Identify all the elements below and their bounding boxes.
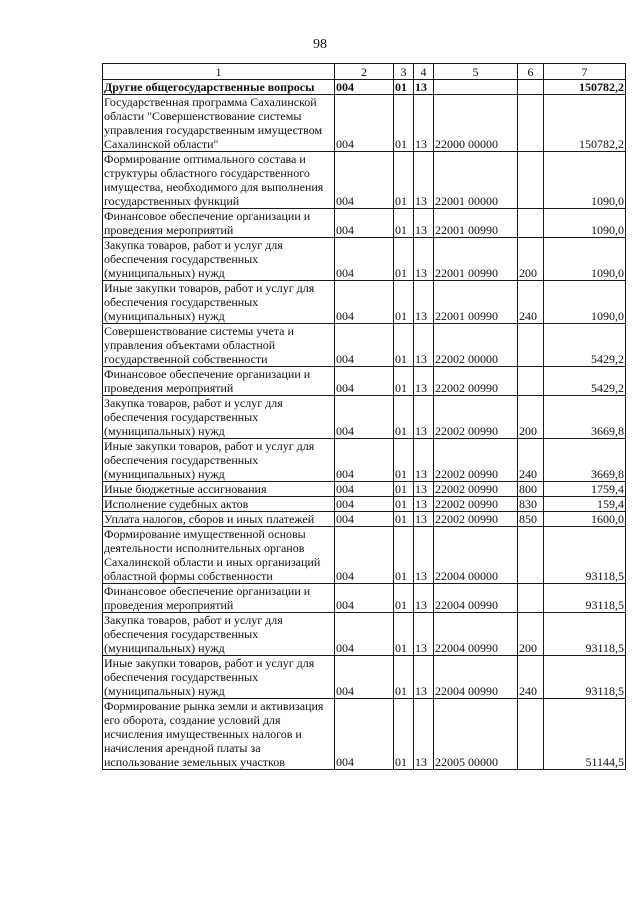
row-csr-cell: 22005 00000 — [434, 699, 518, 770]
row-ved-cell: 004 — [335, 80, 394, 95]
row-pr-cell: 13 — [414, 238, 434, 281]
row-rz-cell: 01 — [394, 209, 414, 238]
row-sum-cell: 150782,2 — [544, 80, 626, 95]
table-row — [103, 656, 626, 699]
row-ved-cell: 004 — [335, 281, 394, 324]
row-rz-cell: 01 — [394, 699, 414, 770]
row-vr-cell — [518, 527, 544, 584]
table-row — [103, 95, 626, 152]
table-row — [103, 209, 626, 238]
row-pr-cell: 13 — [414, 439, 434, 482]
row-sum-cell: 150782,2 — [544, 95, 626, 152]
row-pr-cell: 13 — [414, 656, 434, 699]
row-pr-cell: 13 — [414, 95, 434, 152]
row-csr-cell: 22001 00000 — [434, 152, 518, 209]
row-vr-cell — [518, 367, 544, 396]
row-vr-cell: 240 — [518, 439, 544, 482]
row-vr-cell — [518, 209, 544, 238]
table-row — [103, 527, 626, 584]
row-vr-cell — [518, 699, 544, 770]
table-row — [103, 497, 626, 512]
row-rz-cell: 01 — [394, 396, 414, 439]
row-pr-cell: 13 — [414, 80, 434, 95]
row-vr-cell — [518, 95, 544, 152]
row-csr-cell: 22000 00000 — [434, 95, 518, 152]
column-header: 4 — [414, 64, 434, 80]
row-sum-cell: 3669,8 — [544, 396, 626, 439]
row-pr-cell: 13 — [414, 482, 434, 497]
row-pr-cell: 13 — [414, 699, 434, 770]
column-header: 1 — [103, 64, 335, 80]
row-sum-cell: 93118,5 — [544, 613, 626, 656]
row-rz-cell: 01 — [394, 656, 414, 699]
row-name-cell: Иные закупки товаров, работ и услуг для обеспечения государственных (муниципальных) нужд — [103, 656, 335, 699]
row-sum-cell: 159,4 — [544, 497, 626, 512]
row-rz-cell: 01 — [394, 497, 414, 512]
row-ved-cell: 004 — [335, 656, 394, 699]
row-pr-cell: 13 — [414, 584, 434, 613]
row-name-cell: Другие общегосударственные вопросы — [103, 80, 335, 95]
row-ved-cell: 004 — [335, 699, 394, 770]
row-ved-cell: 004 — [335, 396, 394, 439]
table-row — [103, 482, 626, 497]
table-row — [103, 613, 626, 656]
table-row — [103, 699, 626, 770]
row-pr-cell: 13 — [414, 497, 434, 512]
table-row — [103, 80, 626, 95]
row-pr-cell: 13 — [414, 281, 434, 324]
row-sum-cell: 1090,0 — [544, 238, 626, 281]
row-csr-cell — [434, 80, 518, 95]
row-pr-cell: 13 — [414, 527, 434, 584]
row-ved-cell: 004 — [335, 324, 394, 367]
row-ved-cell: 004 — [335, 527, 394, 584]
row-rz-cell: 01 — [394, 238, 414, 281]
row-vr-cell: 200 — [518, 613, 544, 656]
table-row — [103, 324, 626, 367]
row-rz-cell: 01 — [394, 152, 414, 209]
row-ved-cell: 004 — [335, 584, 394, 613]
row-rz-cell: 01 — [394, 584, 414, 613]
row-sum-cell: 93118,5 — [544, 584, 626, 613]
row-csr-cell: 22002 00000 — [434, 324, 518, 367]
row-rz-cell: 01 — [394, 367, 414, 396]
row-rz-cell: 01 — [394, 482, 414, 497]
row-ved-cell: 004 — [335, 439, 394, 482]
row-name-cell: Иные закупки товаров, работ и услуг для обеспечения государственных (муниципальных) нужд — [103, 439, 335, 482]
table-row — [103, 281, 626, 324]
row-sum-cell: 1090,0 — [544, 152, 626, 209]
budget-table — [102, 63, 626, 770]
column-header: 7 — [544, 64, 626, 80]
table-row — [103, 584, 626, 613]
row-ved-cell: 004 — [335, 209, 394, 238]
row-pr-cell: 13 — [414, 613, 434, 656]
row-csr-cell: 22002 00990 — [434, 367, 518, 396]
row-ved-cell: 004 — [335, 152, 394, 209]
row-ved-cell: 004 — [335, 613, 394, 656]
row-name-cell: Закупка товаров, работ и услуг для обеспечения государственных (муниципальных) нужд — [103, 238, 335, 281]
row-sum-cell: 93118,5 — [544, 656, 626, 699]
row-name-cell: Формирование оптимального состава и структуры областного государственного имущества, необходимого для выполнения государственных функций — [103, 152, 335, 209]
row-name-cell: Закупка товаров, работ и услуг для обеспечения государственных (муниципальных) нужд — [103, 396, 335, 439]
row-rz-cell: 01 — [394, 80, 414, 95]
row-csr-cell: 22002 00990 — [434, 512, 518, 527]
row-rz-cell: 01 — [394, 324, 414, 367]
row-vr-cell: 850 — [518, 512, 544, 527]
row-csr-cell: 22002 00990 — [434, 439, 518, 482]
row-ved-cell: 004 — [335, 238, 394, 281]
row-ved-cell: 004 — [335, 497, 394, 512]
row-csr-cell: 22004 00990 — [434, 584, 518, 613]
row-vr-cell — [518, 80, 544, 95]
row-csr-cell: 22001 00990 — [434, 209, 518, 238]
row-csr-cell: 22001 00990 — [434, 281, 518, 324]
row-name-cell: Иные закупки товаров, работ и услуг для обеспечения государственных (муниципальных) нужд — [103, 281, 335, 324]
row-sum-cell: 1090,0 — [544, 281, 626, 324]
row-pr-cell: 13 — [414, 209, 434, 238]
column-header: 3 — [394, 64, 414, 80]
row-vr-cell: 240 — [518, 281, 544, 324]
row-name-cell: Финансовое обеспечение организации и проведения мероприятий — [103, 584, 335, 613]
row-sum-cell: 5429,2 — [544, 324, 626, 367]
row-rz-cell: 01 — [394, 95, 414, 152]
table-row — [103, 512, 626, 527]
row-sum-cell: 1759,4 — [544, 482, 626, 497]
row-name-cell: Уплата налогов, сборов и иных платежей — [103, 512, 335, 527]
row-pr-cell: 13 — [414, 152, 434, 209]
row-csr-cell: 22001 00990 — [434, 238, 518, 281]
row-name-cell: Формирование имущественной основы деятельности исполнительных органов Сахалинской области и иных организаций областной формы собственности — [103, 527, 335, 584]
row-csr-cell: 22002 00990 — [434, 497, 518, 512]
row-name-cell: Закупка товаров, работ и услуг для обеспечения государственных (муниципальных) нужд — [103, 613, 335, 656]
page-number: 98 — [313, 37, 327, 52]
row-pr-cell: 13 — [414, 512, 434, 527]
column-header: 5 — [434, 64, 518, 80]
table-row — [103, 439, 626, 482]
row-vr-cell: 830 — [518, 497, 544, 512]
row-name-cell: Совершенствование системы учета и управления объектами областной государственной собственности — [103, 324, 335, 367]
row-pr-cell: 13 — [414, 396, 434, 439]
row-name-cell: Финансовое обеспечение организации и проведения мероприятий — [103, 367, 335, 396]
row-csr-cell: 22004 00990 — [434, 656, 518, 699]
row-vr-cell: 800 — [518, 482, 544, 497]
column-header: 2 — [335, 64, 394, 80]
row-name-cell: Исполнение судебных актов — [103, 497, 335, 512]
table-body — [103, 80, 626, 770]
row-rz-cell: 01 — [394, 281, 414, 324]
row-pr-cell: 13 — [414, 324, 434, 367]
row-sum-cell: 3669,8 — [544, 439, 626, 482]
row-rz-cell: 01 — [394, 439, 414, 482]
row-sum-cell: 93118,5 — [544, 527, 626, 584]
row-rz-cell: 01 — [394, 527, 414, 584]
row-vr-cell — [518, 324, 544, 367]
row-sum-cell: 1600,0 — [544, 512, 626, 527]
row-rz-cell: 01 — [394, 512, 414, 527]
row-vr-cell: 200 — [518, 238, 544, 281]
row-ved-cell: 004 — [335, 367, 394, 396]
row-csr-cell: 22004 00000 — [434, 527, 518, 584]
row-vr-cell: 240 — [518, 656, 544, 699]
row-ved-cell: 004 — [335, 482, 394, 497]
table-row — [103, 152, 626, 209]
row-csr-cell: 22004 00990 — [434, 613, 518, 656]
table-row — [103, 367, 626, 396]
row-ved-cell: 004 — [335, 512, 394, 527]
row-vr-cell — [518, 584, 544, 613]
row-sum-cell: 1090,0 — [544, 209, 626, 238]
table-row — [103, 396, 626, 439]
row-name-cell: Формирование рынка земли и активизация его оборота, создание условий для исчисления имущественных налогов и начисления арендной платы за использование земельных участков — [103, 699, 335, 770]
row-name-cell: Иные бюджетные ассигнования — [103, 482, 335, 497]
header-row — [103, 64, 626, 80]
row-name-cell: Финансовое обеспечение организации и проведения мероприятий — [103, 209, 335, 238]
row-sum-cell: 5429,2 — [544, 367, 626, 396]
row-vr-cell — [518, 152, 544, 209]
row-csr-cell: 22002 00990 — [434, 396, 518, 439]
row-name-cell: Государственная программа Сахалинской области "Совершенствование системы управления государственным имуществом Сахалинской области" — [103, 95, 335, 152]
row-ved-cell: 004 — [335, 95, 394, 152]
row-rz-cell: 01 — [394, 613, 414, 656]
table-row — [103, 238, 626, 281]
row-sum-cell: 51144,5 — [544, 699, 626, 770]
row-pr-cell: 13 — [414, 367, 434, 396]
row-csr-cell: 22002 00990 — [434, 482, 518, 497]
row-vr-cell: 200 — [518, 396, 544, 439]
column-header: 6 — [518, 64, 544, 80]
